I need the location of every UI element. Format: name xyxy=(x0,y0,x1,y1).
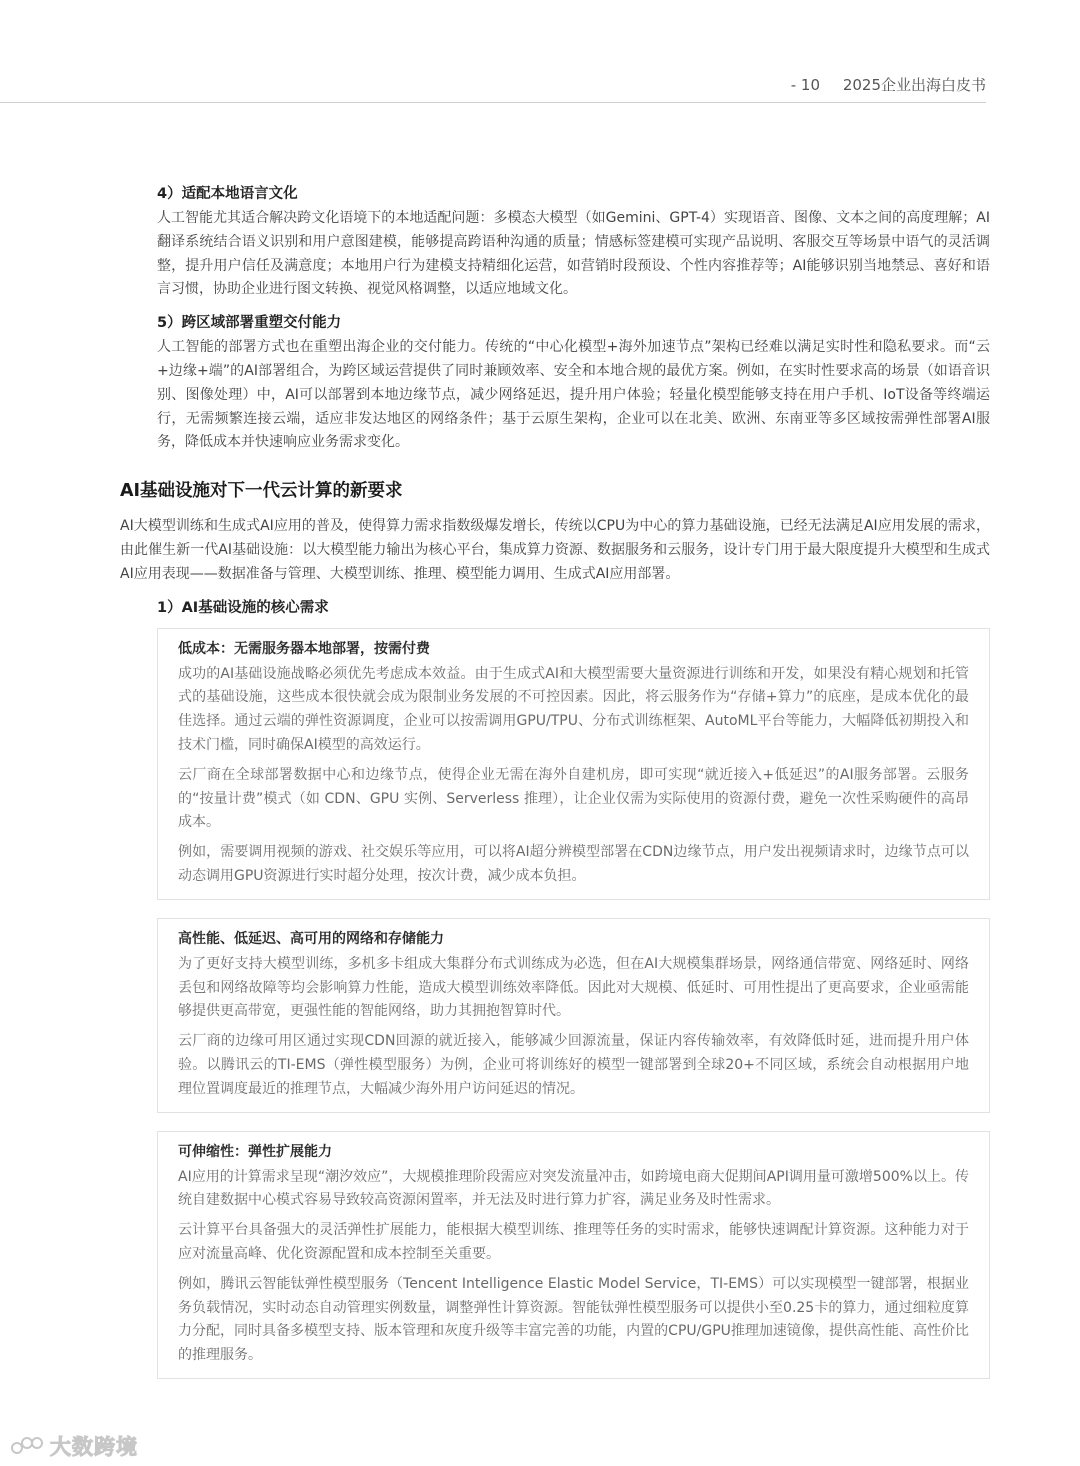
brand-logo-icon xyxy=(10,1434,44,1458)
section-4-text: 人工智能尤其适合解决跨文化语境下的本地适配问题：多模态大模型（如Gemini、GPT-4）实现语音、图像、文本之间的高度理解；AI翻译系统结合语义识别和用户意图建模，能够提高跨语种沟通的质量；情感标签建模可实现产品说明、客服交互等场景中语气的灵活调整，提升用户信任及满意度；本地用户行为建模支持精细化运营，如营销时段预设、个性内容推荐等；AI能够识别当地禁忌、喜好和语言习惯，协助企业进行图文转换、视觉风格调整，以适应地域文化。 xyxy=(157,210,990,298)
requirement-box-network xyxy=(157,918,990,1113)
requirement-box-low-cost xyxy=(157,628,990,900)
section-5-title: 5）跨区域部署重塑交付能力 xyxy=(157,315,342,332)
document-title: 2025企业出海白皮书 xyxy=(842,76,986,94)
page-number: - 10 xyxy=(790,76,821,94)
box-paragraph: 为了更好支持大模型训练，多机多卡组成大集群分布式训练成为必选，但在AI大规模集群场景，网络通信带宽、网络延时、网络丢包和网络故障等均会影响算力性能，造成大模型训练效率降低。因此对大规模、低延时、可用性提出了更高要求，企业亟需能够提供更高带宽，更强性能的智能网络，助力其拥抱智算时代。 xyxy=(178,955,969,1020)
header-divider xyxy=(0,102,986,103)
box-paragraph: 云厂商的边缘可用区通过实现CDN回源的就近接入，能够减少回源流量，保证内容传输效率，有效降低时延，进而提升用户体验。以腾讯云的TI-EMS（弹性模型服务）为例，企业可将训练好的模型一键部署到全球20+不同区域，系统会自动根据用户地理位置调度最近的推理节点，大幅减少海外用户访问延迟的情况。 xyxy=(178,1033,969,1097)
box-paragraph: 成功的AI基础设施战略必须优先考虑成本效益。由于生成式AI和大模型需要大量资源进行训练和开发，如果没有精心规划和托管式的基础设施，这些成本很快就会成为限制业务发展的不可控因素。因此，将云服务作为“存储+算力”的底座，是成本优化的最佳选择。通过云端的弹性资源调度，企业可以按需调用GPU/TPU、分布式训练框架、AutoML平台等能力，大幅降低初期投入和技术门槛，同时确保AI模型的高效运行。 xyxy=(178,665,969,753)
box-paragraph: 例如，需要调用视频的游戏、社交娱乐等应用，可以将AI超分辨模型部署在CDN边缘节点，用户发出视频请求时，边缘节点可以动态调用GPU资源进行实时超分处理，按次计费，减少成本负担。 xyxy=(178,844,969,884)
main-intro: AI大模型训练和生成式AI应用的普及，使得算力需求指数级爆发增长，传统以CPU为中心的算力基础设施，已经无法满足AI应用发展的需求，由此催生新一代AI基础设施：以大模型能力输出为核心平台，集成算力资源、数据服务和云服务，设计专门用于最大限度提升大模型和生成式AI应用表现——数据准备与管理、大模型训练、推理、模型能力调用、生成式AI应用部署。 xyxy=(120,518,990,582)
main-section-title: AI基础设施对下一代云计算的新要求 xyxy=(120,481,403,502)
box-paragraph: 云厂商在全球部署数据中心和边缘节点，使得企业无需在海外自建机房，即可实现“就近接入+低延迟”的AI服务部署。云服务的“按量计费”模式（如 CDN、GPU 实例、Serverless 推理），让企业仅需为实际使用的资源付费，避免一次性采购硬件的高昂成本。 xyxy=(178,766,969,831)
box-paragraph: AI应用的计算需求呈现“潮汐效应”，大规模推理阶段需应对突发流量冲击，如跨境电商大促期间API调用量可激增500%以上。传统自建数据中心模式容易导致较高资源闲置率，并无法及时进行算力扩容，满足业务及时性需求。 xyxy=(178,1168,969,1209)
page-header xyxy=(0,68,1080,102)
requirement-box-scalability xyxy=(157,1131,990,1379)
box-title: 高性能、低延迟、高可用的网络和存储能力 xyxy=(178,930,444,947)
core-needs-title: 1）AI基础设施的核心需求 xyxy=(157,599,329,616)
watermark-text: 大数跨境 xyxy=(50,1435,138,1459)
watermark xyxy=(10,1430,138,1462)
box-title: 低成本：无需服务器本地部署，按需付费 xyxy=(178,640,430,657)
box-paragraph: 例如，腾讯云智能钛弹性模型服务（Tencent Intelligence Elastic Model Service，TI-EMS）可以实现模型一键部署，根据业务负载情况，实时动态自动管理实例数量，调整弹性计算资源。智能钛弹性模型服务可以提供小至0.25卡的算力，通过细粒度算力分配，同时具备多模型支持、版本管理和灰度升级等丰富完善的功能，内置的CPU/GPU推理加速镜像，提供高性能、高性价比的推理服务。 xyxy=(178,1275,969,1364)
box-paragraph: 云计算平台具备强大的灵活弹性扩展能力，能根据大模型训练、推理等任务的实时需求，能够快速调配计算资源。这种能力对于应对流量高峰、优化资源配置和成本控制至关重要。 xyxy=(178,1222,969,1262)
box-title: 可伸缩性：弹性扩展能力 xyxy=(178,1143,332,1160)
header-text xyxy=(791,74,986,95)
section-5-text: 人工智能的部署方式也在重塑出海企业的交付能力。传统的“中心化模型+海外加速节点”架构已经难以满足实时性和隐私要求。而“云+边缘+端”的AI部署组合，为跨区域运营提供了同时兼顾效率、安全和本地合规的最优方案。例如，在实时性要求高的场景（如语音识别、图像处理）中，AI可以部署到本地边缘节点，减少网络延迟，提升用户体验；轻量化模型能够支持在用户手机、IoT设备等终端运行，无需频繁连接云端，适应非发达地区的网络条件；基于云原生架构，企业可以在北美、欧洲、东南亚等多区域按需弹性部署AI服务，降低成本并快速响应业务需求变化。 xyxy=(157,339,990,451)
page-content xyxy=(120,182,990,1397)
section-4-title: 4）适配本地语言文化 xyxy=(157,186,298,202)
